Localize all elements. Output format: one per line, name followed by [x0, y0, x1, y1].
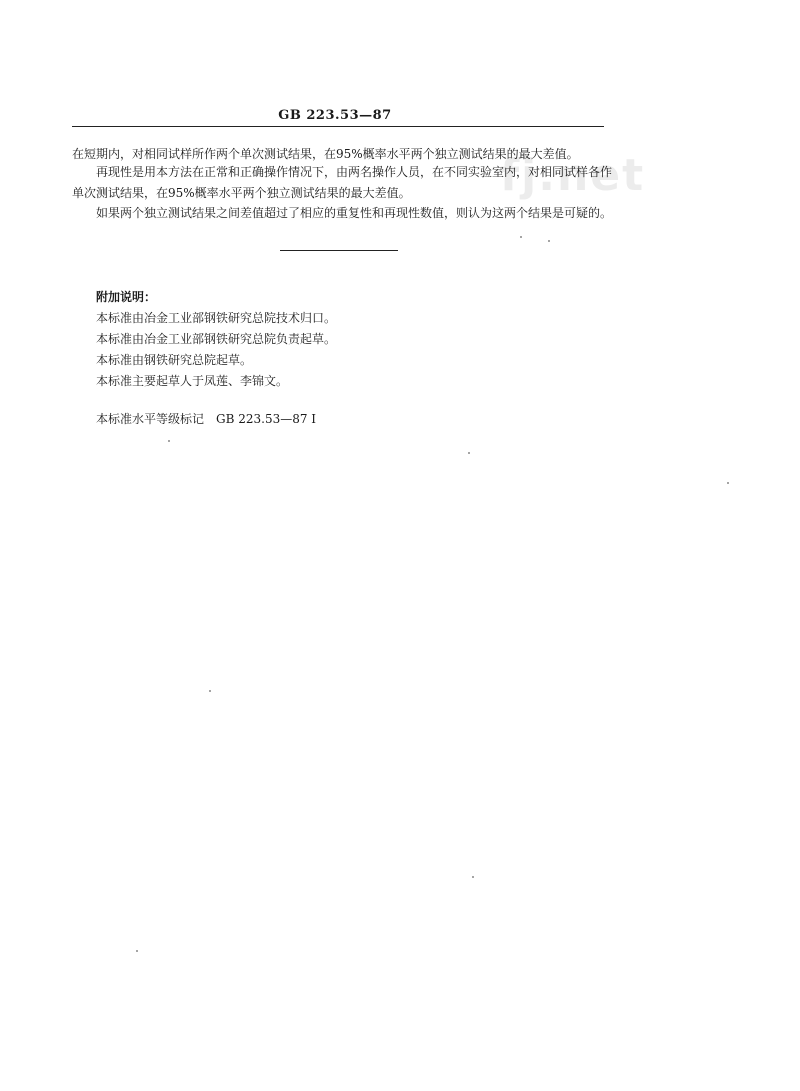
scan-speck — [727, 482, 729, 484]
body-paragraph-2: 再现性是用本方法在正常和正确操作情况下，由两名操作人员，在不同实验室内，对相同试样各作 — [96, 165, 613, 179]
scan-speck — [468, 452, 470, 454]
section-divider — [280, 250, 398, 251]
note-item: 本标准由冶金工业部钢铁研究总院负责起草。 — [96, 332, 337, 346]
note-item: 本标准主要起草人于凤莲、李锦文。 — [96, 374, 289, 388]
notes-title: 附加说明： — [96, 290, 157, 304]
scan-speck — [136, 950, 138, 952]
body-paragraph-4: 如果两个独立测试结果之间差值超过了相应的重复性和再现性数值，则认为这两个结果是可疑的。 — [96, 206, 613, 220]
body-paragraph-1: 在短期内，对相同试样所作两个单次测试结果，在95%概率水平两个独立测试结果的最大差值。 — [72, 147, 579, 161]
scan-speck — [472, 876, 474, 878]
scan-speck — [209, 690, 211, 692]
scan-speck — [168, 440, 170, 442]
standard-level-mark: 本标准水平等级标记 GB 223.53—87 Ⅰ — [96, 412, 317, 426]
note-item: 本标准由钢铁研究总院起草。 — [96, 353, 253, 367]
standard-code-header: GB 223.53—87 — [278, 108, 392, 123]
additional-notes — [96, 287, 336, 392]
watermark-text: fj.net — [500, 150, 646, 201]
scan-speck — [520, 236, 522, 238]
note-item: 本标准由冶金工业部钢铁研究总院技术归口。 — [96, 311, 337, 325]
header-rule — [72, 126, 604, 127]
body-paragraph-3: 单次测试结果，在95%概率水平两个独立测试结果的最大差值。 — [72, 186, 411, 200]
scan-speck — [548, 240, 550, 242]
